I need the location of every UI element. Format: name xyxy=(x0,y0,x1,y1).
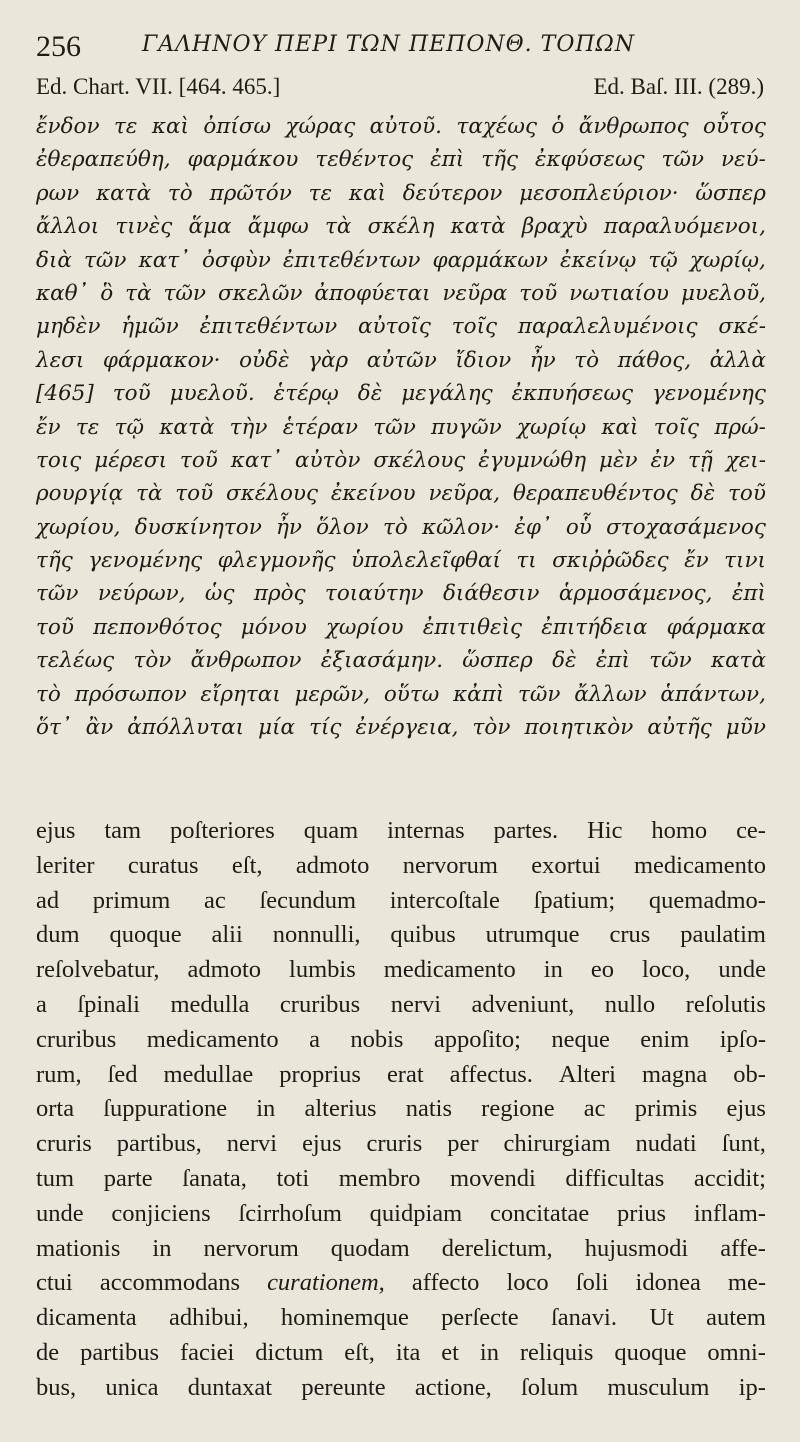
page-number: 256 xyxy=(36,30,81,63)
greek-text-block xyxy=(36,110,766,744)
latin-text-line: a ſpinali medulla cruribus nervi adveniunt, nullo reſolutis xyxy=(36,990,766,1018)
latin-text-line: dum quoque alii nonnulli, quibus utrumque crus paulatim xyxy=(36,921,766,949)
latin-text-line: rum, ſed medullae proprius erat affectus. Alteri magna ob- xyxy=(36,1060,766,1088)
greek-text-line: ἄλλοι τινὲς ἅμα ἄμφω τὰ σκέλη κατὰ βραχὺ παραλυόμενοι, xyxy=(36,214,766,240)
greek-text-line: χωρίου, δυσκίνητον ἦν ὅλον τὸ κῶλον· ἐφ᾽ οὗ στοχασάμενος xyxy=(36,514,766,540)
greek-text-line: τῆς γενομένης φλεγμονῆς ὑπολελεῖφθαί τι σκιῤῥῶδες ἔν τινι xyxy=(36,548,766,574)
latin-text-line: mationis in nervorum quodam derelictum, hujusmodi affe- xyxy=(36,1234,766,1262)
greek-text-line: ἐθεραπεύθη, φαρμάκου τεθέντος ἐπὶ τῆς ἐκφύσεως τῶν νεύ- xyxy=(36,147,766,173)
latin-text-line: unde conjiciens ſcirrhoſum quidpiam concitatae prius inflam- xyxy=(36,1199,766,1227)
greek-text-line: διὰ τῶν κατ᾽ ὀσφὺν ἐπιτεθέντων φαρμάκων ἐκείνῳ τῷ χωρίῳ, xyxy=(36,247,766,273)
greek-text-line: ὅτ᾽ ἂν ἀπόλλυται μία τίς ἐνέργεια, τὸν ποιητικὸν αὐτῆς μῦν xyxy=(36,715,766,741)
greek-text-line: ἔνδον τε καὶ ὀπίσω χώρας αὐτοῦ. ταχέως ὁ ἄνθρωπος οὗτος xyxy=(36,114,766,139)
greek-text-line: ρουργίᾳ τὰ τοῦ σκέλους ἐκείνου νεῦρα, θεραπευθέντος δὲ τοῦ xyxy=(36,481,766,507)
greek-text-line: τῶν νεύρων, ὡς πρὸς τοιαύτην διάθεσιν ἁρμοσάμενος, ἐπὶ xyxy=(36,581,766,607)
latin-translation-block xyxy=(36,814,766,1406)
greek-text-line: ἔν τε τῷ κατὰ τὴν ἑτέραν τῶν πυγῶν χωρίῳ καὶ τοῖς πρώ- xyxy=(36,414,766,440)
edition-chartier-reference: Ed. Chart. VII. [464. 465.] xyxy=(36,74,281,99)
greek-text-line: τὸ πρόσωπον εἴρηται μερῶν, οὕτω κἀπὶ τῶν ἄλλων ἁπάντων, xyxy=(36,681,766,707)
greek-text-line: [465] τοῦ μυελοῦ. ἑτέρῳ δὲ μεγάλης ἐκπυήσεως γενομένης xyxy=(36,381,766,407)
latin-text-line: reſolvebatur, admoto lumbis medicamento in eo loco, unde xyxy=(36,956,766,984)
latin-text-line: ejus tam poſteriores quam internas partes. Hic homo ce- xyxy=(36,817,766,844)
latin-text-line: tum parte ſanata, toti membro movendi difficultas accidit; xyxy=(36,1164,766,1192)
latin-text-line: ad primum ac ſecundum intercoſtale ſpatium; quemadmo- xyxy=(36,886,766,914)
latin-text-line: leriter curatus eſt, admoto nervorum exortui medicamento xyxy=(36,851,766,879)
latin-text-line: dicamenta adhibui, hominemque perſecte ſanavi. Ut autem xyxy=(36,1304,766,1332)
edition-reference-line xyxy=(36,74,764,104)
greek-text-line: λεσι φάρμακον· οὐδὲ γὰρ αὐτῶν ἴδιον ἦν τὸ πάθος, ἀλλὰ xyxy=(36,347,766,373)
greek-text-line: μηδὲν ἡμῶν ἐπιτεθέντων αὐτοῖς τοῖς παραλελυμένοις σκέ- xyxy=(36,314,766,340)
latin-text-line: de partibus faciei dictum eſt, ita et in reliquis quoque omni- xyxy=(36,1338,766,1366)
greek-text-line: τοῦ πεπονθότος μόνου χωρίου ἐπιτιθεὶς ἐπιτήδεια φάρμακα xyxy=(36,614,766,640)
greek-text-line: ρων κατὰ τὸ πρῶτόν τε καὶ δεύτερον μεσοπλεύριον· ὥσπερ xyxy=(36,180,766,206)
latin-text-line: ctui accommodans curationem, affecto loco ſoli idonea me- xyxy=(36,1269,766,1297)
running-header xyxy=(36,28,764,68)
latin-text-line: orta ſuppuratione in alterius natis regione ac primis ejus xyxy=(36,1095,766,1123)
edition-basel-reference: Ed. Baſ. III. (289.) xyxy=(593,74,764,99)
latin-text-line: cruribus medicamento a nobis appoſito; neque enim ipſo- xyxy=(36,1025,766,1053)
latin-text-line: bus, unica duntaxat pereunte actione, ſolum musculum ip- xyxy=(36,1373,766,1401)
greek-text-line: τελέως τὸν ἄνθρωπον ἐξιασάμην. ὥσπερ δὲ ἐπὶ τῶν κατὰ xyxy=(36,648,766,674)
latin-text-line: cruris partibus, nervi ejus cruris per chirurgiam nudati ſunt, xyxy=(36,1130,766,1158)
greek-text-line: καθ᾽ ὃ τὰ τῶν σκελῶν ἀποφύεται νεῦρα τοῦ νωτιαίου μυελοῦ, xyxy=(36,280,766,306)
running-title: ΓΑΛΗΝΟΥ ΠΕΡΙ ΤΩΝ ΠΕΠΟΝΘ. ΤΟΠΩΝ xyxy=(142,32,636,57)
greek-text-line: τοις μέρεσι τοῦ κατ᾽ αὐτὸν σκέλους ἐγυμνώθη μὲν ἐν τῇ χει- xyxy=(36,447,766,473)
